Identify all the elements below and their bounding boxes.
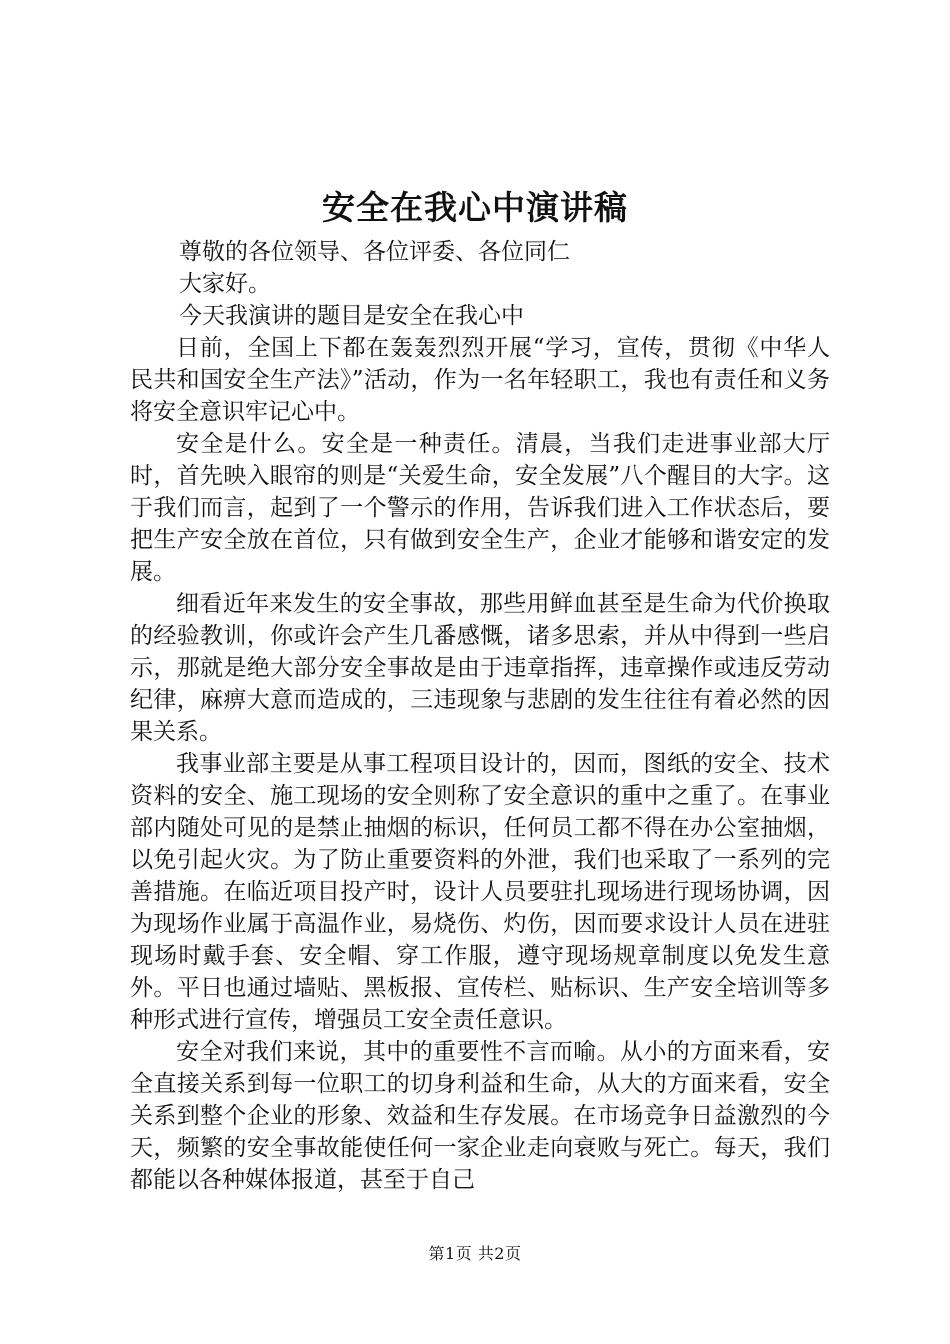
- page-number-footer: 第1页 共2页: [428, 1244, 522, 1263]
- document-title: 安全在我心中演讲稿: [322, 188, 628, 227]
- paragraph: 日前，全国上下都在轰轰烈烈开展“学习，宣传，贯彻《中华人民共和国安全生产法》”活动，作为一名年轻职工，我也有责任和义务将安全意识牢记心中。: [130, 335, 830, 425]
- document-body: [130, 236, 830, 1196]
- paragraph: 细看近年来发生的安全事故，那些用鲜血甚至是生命为代价换取的经验教训，你或许会产生几番感慨，诸多思索，并从中得到一些启示，那就是绝大部分安全事故是由于违章指挥，违章操作或违反劳动纪律，麻痹大意而造成的，三违现象与悲剧的发生往往有着必然的因果关系。: [130, 591, 830, 745]
- salutation: 尊敬的各位领导、各位评委、各位同仁: [179, 239, 570, 265]
- paragraph: 安全是什么。安全是一种责任。清晨，当我们走进事业部大厅时，首先映入眼帘的则是“关爱生命，安全发展”八个醒目的大字。这于我们而言，起到了一个警示的作用，告诉我们进入工作状态后，要把生产安全放在首位，只有做到安全生产，企业才能够和谐安定的发展。: [130, 431, 830, 585]
- speech-topic: 今天我演讲的题目是安全在我心中: [179, 303, 524, 329]
- greeting: 大家好。: [179, 271, 271, 297]
- paragraph: 安全对我们来说，其中的重要性不言而喻。从小的方面来看，安全直接关系到每一位职工的切身利益和生命，从大的方面来看，安全关系到整个企业的形象、效益和生存发展。在市场竞争日益激烈的今天，频繁的安全事故能使任何一家企业走向衰败与死亡。每天，我们都能以各种媒体报道，甚至于自己: [130, 1039, 830, 1193]
- paragraph: 我事业部主要是从事工程项目设计的，因而，图纸的安全、技术资料的安全、施工现场的安全则称了安全意识的重中之重了。在事业部内随处可见的是禁止抽烟的标识，任何员工都不得在办公室抽烟，以免引起火灾。为了防止重要资料的外泄，我们也采取了一系列的完善措施。在临近项目投产时，设计人员要驻扎现场进行现场协调，因为现场作业属于高温作业，易烧伤、灼伤，因而要求设计人员在进驻现场时戴手套、安全帽、穿工作服，遵守现场规章制度以免发生意外。平日也通过墙贴、黑板报、宣传栏、贴标识、生产安全培训等多种形式进行宣传，增强员工安全责任意识。: [130, 751, 830, 1033]
